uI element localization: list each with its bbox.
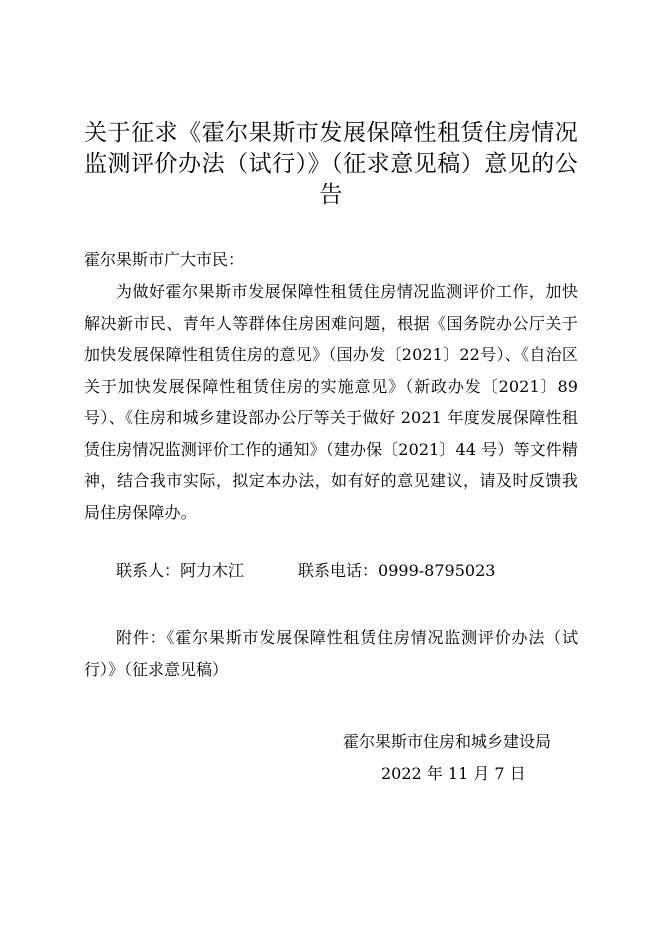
contact-person: 阿力木江 <box>180 561 245 580</box>
issuer: 霍尔果斯市住房和城乡建设局 <box>343 732 552 751</box>
body-paragraph: 为做好霍尔果斯市发展保障性租赁住房情况监测评价工作，加快解决新市民、青年人等群体住房困难问题，根据《国务院办公厅关于加快发展保障性租赁住房的意见》（国办发〔2021〕22号）、《自治区关于加快发展保障性租赁住房的实施意见》（新政办发〔2021〕89 号）、《住房和城乡建设部办公厅等关于做好 2021 年度发展保障性租赁住房情况监测评价工作的通知》（建办保〔2021〕44 号）等文件精神，结合我市实际，拟定本办法，如有好的意见建议，请及时反馈我局住房保障办。 <box>84 282 578 522</box>
contact-line <box>116 555 610 587</box>
issue-date: 2022 年 11 月 7 日 <box>381 764 526 783</box>
document-title: 关于征求《霍尔果斯市发展保障性租赁住房情况监测评价办法（试行）》（征求意见稿）意见的公告 <box>84 120 578 208</box>
contact-phone-label: 联系电话： <box>298 561 379 580</box>
contact-person-label: 联系人： <box>116 561 181 580</box>
greeting: 霍尔果斯市广大市民： <box>84 250 245 269</box>
attachment-note: 附件：《霍尔果斯市发展保障性租赁住房情况监测评价办法（试行）》（征求意见稿） <box>84 628 578 679</box>
contact-phone: 0999-8795023 <box>378 561 496 580</box>
